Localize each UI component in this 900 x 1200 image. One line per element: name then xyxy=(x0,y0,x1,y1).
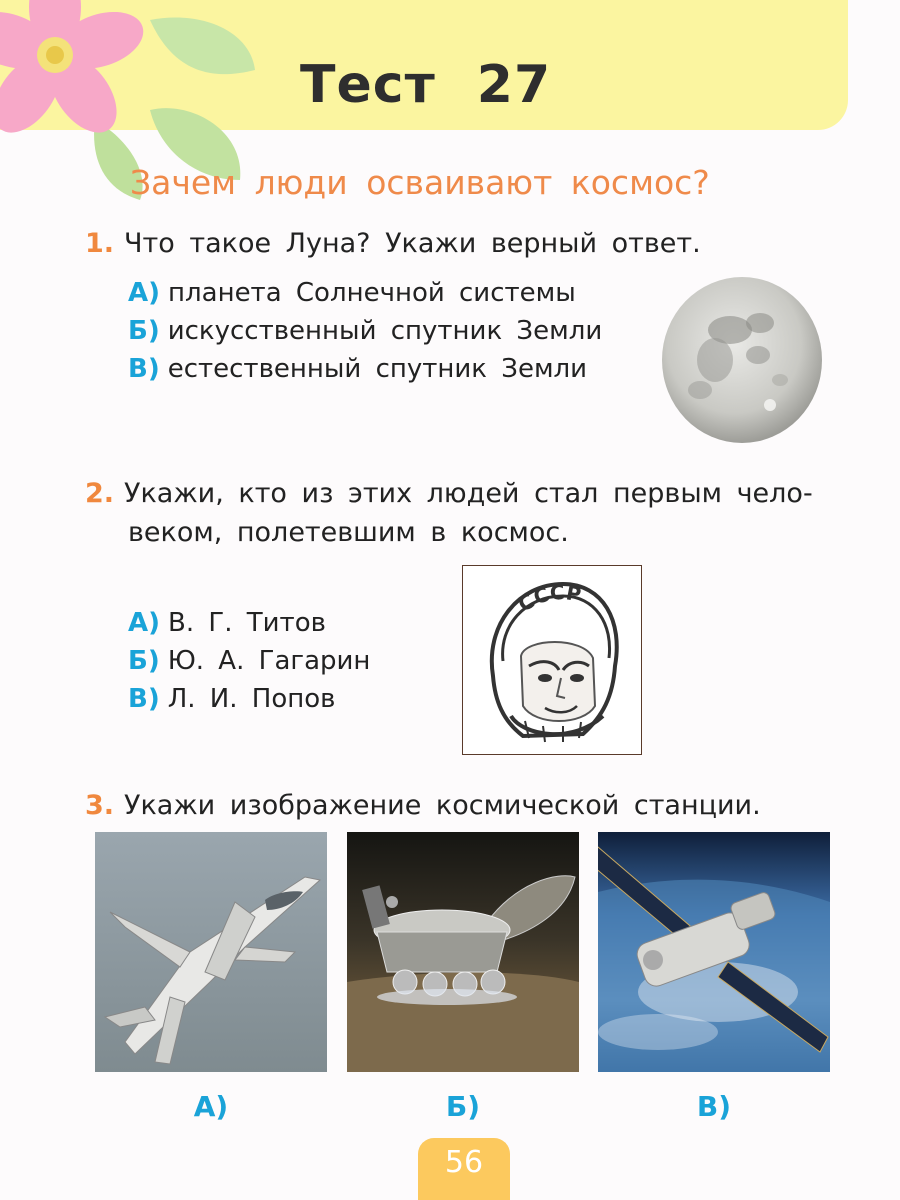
option-text: планета Солнечной системы xyxy=(168,278,576,308)
photo-lunokhod[interactable] xyxy=(347,832,579,1072)
question-3 xyxy=(85,790,761,821)
option-letter: А) xyxy=(128,608,161,638)
q2-option-b[interactable] xyxy=(128,646,370,676)
option-text: естественный спутник Земли xyxy=(167,354,588,384)
moon-image-icon xyxy=(660,275,825,445)
page-number: 56 xyxy=(418,1138,510,1200)
photo-jet[interactable] xyxy=(95,832,327,1072)
q2-option-a[interactable] xyxy=(128,608,326,638)
question-number: 3. xyxy=(85,790,115,821)
helmet-text: СССР xyxy=(513,579,584,617)
option-text: Ю. А. Гагарин xyxy=(167,646,371,676)
question-text: Что такое Луна? Укажи верный ответ. xyxy=(124,228,701,259)
option-letter: Б) xyxy=(128,646,160,676)
q1-option-c[interactable] xyxy=(128,354,587,384)
page-subtitle: Зачем люди осваивают космос? xyxy=(130,163,710,202)
question-number: 1. xyxy=(85,228,115,259)
jet-image-icon xyxy=(95,832,327,1072)
gagarin-portrait xyxy=(462,565,642,755)
question-1 xyxy=(85,228,701,259)
photo-space-station[interactable] xyxy=(598,832,830,1072)
q1-option-a[interactable] xyxy=(128,278,576,308)
image-label-b: Б) xyxy=(445,1090,481,1123)
space-station-image-icon xyxy=(598,832,830,1072)
option-text: В. Г. Титов xyxy=(168,608,326,638)
page-title: Тест 27 xyxy=(300,55,552,115)
option-letter: В) xyxy=(128,684,160,714)
option-letter: А) xyxy=(128,278,161,308)
gagarin-image-icon xyxy=(463,566,641,754)
question-number: 2. xyxy=(85,478,115,509)
option-text: искусственный спутник Земли xyxy=(167,316,603,346)
option-letter: Б) xyxy=(128,316,160,346)
image-label-a: А) xyxy=(193,1090,229,1123)
option-text: Л. И. Попов xyxy=(167,684,336,714)
question-2 xyxy=(85,478,813,509)
q1-option-b[interactable] xyxy=(128,316,602,346)
image-label-c: В) xyxy=(696,1090,732,1123)
q2-option-c[interactable] xyxy=(128,684,335,714)
lunokhod-image-icon xyxy=(347,832,579,1072)
option-letter: В) xyxy=(128,354,160,384)
question-text: Укажи, кто из этих людей стал первым чело- xyxy=(124,478,813,509)
question-2-line-2: веком, полетевшим в космос. xyxy=(128,517,569,548)
question-text: Укажи изображение космической станции. xyxy=(124,790,761,821)
